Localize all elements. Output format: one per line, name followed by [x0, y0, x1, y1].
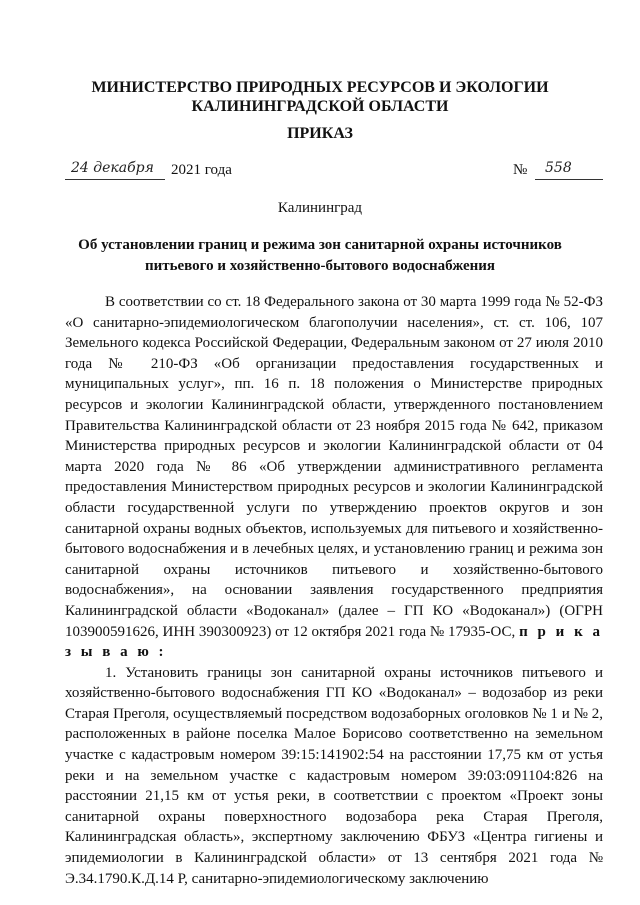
orders-word: п р и к а з ы в а ю : [65, 623, 604, 661]
subject-line1: Об установлении границ и режима зон санитарной охраны источников [78, 237, 562, 253]
handwritten-order-number: 558 [535, 160, 603, 180]
document-type-title: ПРИКАЗ [287, 125, 353, 142]
subject-line2: питьевого и хозяйственно-бытового водоснабжения [144, 258, 496, 274]
item-1-paragraph: 1. Установить границы зон санитарной охраны источников питьевого и хозяйственно-бытового водоснабжения ГП КО «Водоканал» – водозабор из реки Старая Преголя, осуществляемый посредством водозаборных оголовков № 1 и № 2, расположенных в районе поселка Малое Борисово соответственно на земельном участке с кадастровым номером 39:15:141902:54 на расстоянии 17,75 км от устья реки и на земельном участке с кадастровым номером 39:03:091104:826 на расстоянии 21,15 км от устья реки, в соответствии с проектом «Проект зоны санитарной охраны поверхностного водозабора река Старая Преголя, Калининградская область», экспертному заключению ФБУЗ «Центра гигиены и эпидемиологии в Калининградской области» от 13 сентября 2021 года № Э.34.1790.К.Д.14 Р, санитарно-эпидемиологическому заключению [65, 664, 603, 887]
order-body [65, 292, 603, 889]
ministry-header [0, 78, 640, 116]
city-name: Калининград [277, 200, 363, 216]
preamble-text: В соответствии со ст. 18 Федерального закона от 30 марта 1999 года № 52-ФЗ «О санитарно-эпидемиологическом благополучии населения», ст. ст. 106, 107 Земельного кодекса Российской Федерации, Федеральным законом от 27 июля 2010 года № 210-ФЗ «Об организации предоставления государственных и муниципальных услуг», пп. 16 п. 18 положения о Министерстве природных ресурсов и экологии Калининградской области, утвержденного постановлением Правительства Калининградской области от 23 ноября 2015 года № 642, приказом Министерства природных ресурсов и экологии Калининградской области от 04 марта 2020 года № 86 «Об утверждении административного регламента предоставления Министерством природных ресурсов и экологии Калининградской области государственной услуги по утверждению проектов округов и зон санитарной охраны водных объектов, используемых для питьевого и хозяйственно-бытового водоснабжения и в лечебных целях, и установлению границ и режима зон санитарной охраны источников питьевого и хозяйственно-бытового водоснабжения», на основании заявления государственного предприятия Калининградской области «Водоканал» (далее – ГП КО «Водоканал») (ОГРН 103900591626, ИНН 390300923) от 12 октября 2021 года № 17935-ОС, [65, 294, 603, 640]
number-sign: № [513, 162, 528, 178]
handwritten-date: 24 декабря [65, 160, 165, 180]
order-subject [70, 235, 570, 277]
ministry-name-line1: МИНИСТЕРСТВО ПРИРОДНЫХ РЕСУРСОВ И ЭКОЛОГИИ [91, 79, 549, 96]
date-year: 2021 года [171, 162, 232, 178]
preamble-paragraph [65, 292, 603, 663]
ministry-name-line2: КАЛИНИНГРАДСКОЙ ОБЛАСТИ [191, 98, 449, 115]
date-number-line [65, 160, 603, 186]
